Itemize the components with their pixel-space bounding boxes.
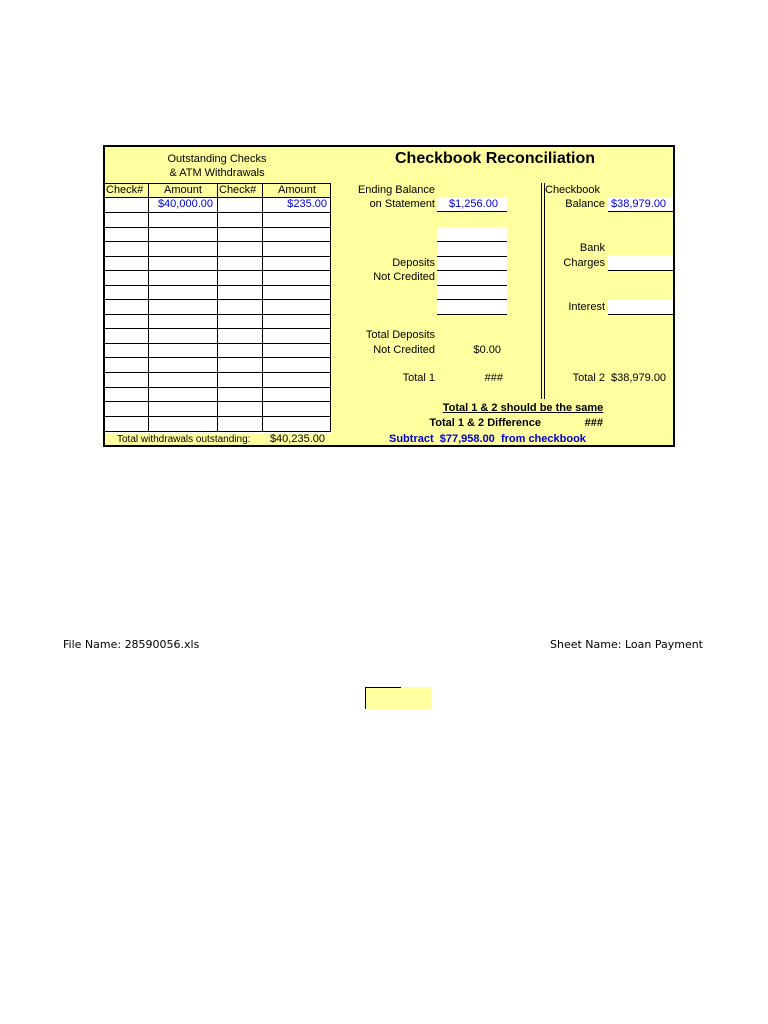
subtract-line: [389, 433, 586, 446]
page-title: Checkbook Reconciliation: [395, 150, 596, 167]
total-withdrawals-label: Total withdrawals outstanding:: [117, 434, 251, 445]
total2-value: $38,979.00: [611, 372, 667, 384]
table-line: [105, 270, 331, 271]
total1-value: ###: [484, 372, 503, 384]
interest-label: Interest: [568, 301, 605, 313]
table-col-line: [148, 183, 149, 431]
outstanding-table-bg: [105, 185, 331, 433]
table-line: [105, 227, 331, 228]
table-line: [105, 212, 331, 213]
deposits-label-l2: Not Credited: [373, 271, 435, 283]
table-col-line: [217, 183, 218, 431]
table-line: [105, 299, 331, 300]
reconciliation-sheet: [103, 145, 675, 447]
check-amount-2: $235.00: [287, 198, 327, 210]
should-be-same-note: Total 1 & 2 should be the same: [442, 402, 604, 414]
file-name-label: File Name:: [63, 638, 122, 651]
deposit-line: [437, 270, 507, 271]
table-line: [105, 431, 331, 432]
total-deposits-value: $0.00: [473, 344, 501, 356]
total-deposits-label-l1: Total Deposits: [365, 329, 435, 341]
total-withdrawals-value: $40,235.00: [269, 433, 325, 445]
total2-label: Total 2: [572, 372, 605, 384]
bank-charges-label-l2: Charges: [563, 257, 605, 269]
table-line: [105, 328, 331, 329]
ending-balance-label-l1: Ending Balance: [357, 184, 435, 196]
difference-value: ###: [584, 417, 603, 429]
table-line: [105, 401, 331, 402]
table-col-line: [330, 183, 331, 431]
difference-label: Total 1 & 2 Difference: [429, 417, 541, 429]
table-line: [105, 372, 331, 373]
table-line: [105, 416, 331, 417]
deposit-line: [437, 285, 507, 286]
table-line: [105, 241, 331, 242]
table-line: [105, 183, 331, 184]
subtract-label: Subtract: [389, 433, 434, 445]
total1-label: Total 1: [402, 372, 435, 384]
table-line: [105, 343, 331, 344]
table-col-line: [262, 183, 263, 431]
table-line: [105, 387, 331, 388]
separator-line: [544, 183, 545, 399]
sheet-name-label: Sheet Name:: [550, 638, 622, 651]
total-deposits-label-l2: Not Credited: [373, 344, 435, 356]
checkbook-balance-value: $38,979.00: [611, 198, 667, 210]
bank-charges-input[interactable]: [608, 256, 675, 271]
deposit-line: [437, 314, 507, 315]
col-header-amount: Amount: [164, 184, 202, 196]
table-line: [105, 357, 331, 358]
ending-balance-label-l2: on Statement: [369, 198, 435, 210]
outstanding-header-line2: & ATM Withdrawals: [169, 167, 265, 179]
cell-fragment-border: [365, 687, 401, 709]
table-line: [105, 197, 331, 198]
subtract-suffix: from checkbook: [500, 433, 586, 445]
col-header-check2: Check#: [219, 184, 257, 196]
checkbook-label-l1: Checkbook: [545, 184, 601, 196]
outstanding-header-line1: Outstanding Checks: [167, 153, 267, 165]
table-line: [105, 314, 331, 315]
separator-line: [541, 183, 542, 399]
check-amount-1: $40,000.00: [157, 198, 213, 210]
file-name-value: 28590056.xls: [124, 638, 200, 651]
table-line: [105, 256, 331, 257]
interest-input[interactable]: [608, 300, 675, 315]
col-header-amount2: Amount: [278, 184, 316, 196]
sheet-name-value: Loan Payment: [624, 638, 703, 651]
col-header-check: Check#: [106, 184, 144, 196]
sheet-name-line: [550, 638, 703, 651]
deposit-line: [437, 256, 507, 257]
bank-charges-label-l1: Bank: [579, 242, 605, 254]
ending-balance-value: $1,256.00: [449, 198, 498, 210]
deposits-label-l1: Deposits: [392, 257, 435, 269]
deposit-line: [437, 299, 507, 300]
subtract-value: $77,958.00: [439, 433, 495, 445]
checkbook-label-l2: Balance: [565, 198, 605, 210]
table-line: [105, 285, 331, 286]
deposit-line: [437, 241, 507, 242]
file-name-line: [63, 638, 199, 651]
